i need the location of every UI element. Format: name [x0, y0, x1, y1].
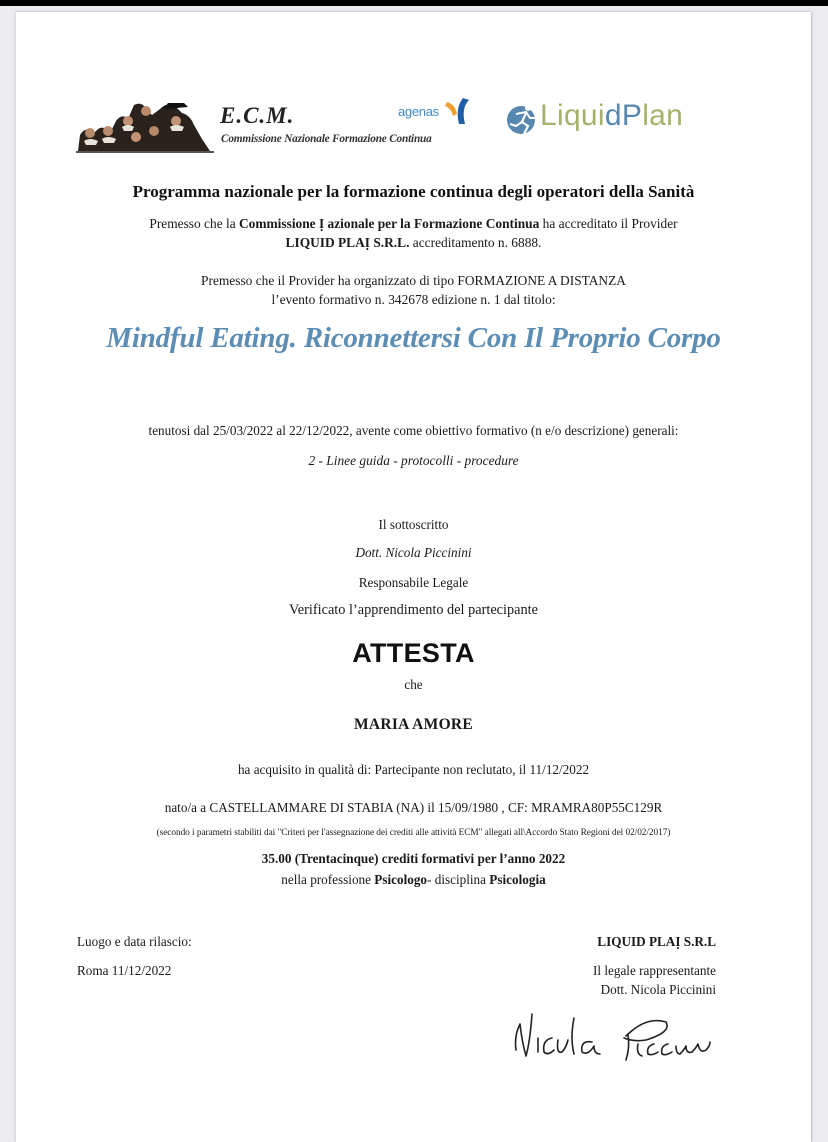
birth-info: nato/a a CASTELLAMMARE DI STABIA (NA) il 15/09/1980 , CF: MRAMRA80P55C129R: [164, 800, 663, 815]
representative-role: Il legale rappresentante: [592, 963, 716, 978]
place-date-label: Luogo e data rilascio:: [77, 934, 192, 949]
agenas-logo-mark: [443, 98, 471, 124]
discipline-name: Psicologia: [489, 872, 546, 887]
verified-text: Verificato l’apprendimento del partecipante: [289, 602, 538, 618]
signer-role: Responsabile Legale: [358, 575, 469, 590]
profession-text: nella professione Psicologo- disciplina Psicologia: [281, 872, 546, 887]
accreditation-paragraph: Premesso che la Commissione Ị azionale per la Formazione Continua ha accreditato il Provider LIQUID PLAỊ S.R.L. accreditamento n. 6888.: [149, 216, 678, 250]
anatomy-lesson-painting-logo: [76, 95, 214, 153]
program-heading: Programma nazionale per la formazione continua degli operatori della Sanità: [132, 182, 695, 201]
signer-name: Dott. Nicola Piccinini: [355, 545, 472, 560]
event-title: Mindful Eating. Riconnettersi Con Il Proprio Corpo: [106, 322, 721, 354]
credits-text: 35.00 (Trentacinque) crediti formativi per l’anno 2022: [261, 851, 566, 866]
status-bar: [0, 0, 828, 6]
liquidplan-label: LiquidPlan: [540, 99, 684, 132]
criteria-note: (secondo i parametri stabiliti dai "Criteri per l'assegnazione dei crediti alle attività ECM" allegati all\Accordo Stato Regioni del 02/02/2017): [156, 828, 671, 838]
runner-logo-icon: [506, 102, 540, 136]
place-date-value: Roma 11/12/2022: [77, 963, 172, 978]
held-dates-text: tenutosi dal 25/03/2022 al 22/12/2022, avente come obiettivo formativo (n e/o descrizione) generali:: [148, 423, 679, 438]
representative-name: Dott. Nicola Piccinini: [600, 982, 716, 997]
agenas-label: agenas: [398, 104, 439, 119]
acquired-text: ha acquisito in qualità di: Partecipante non reclutato, il 11/12/2022: [237, 762, 590, 777]
commission-name: Commissione Ị azionale per la Formazione Continua: [239, 216, 540, 231]
che-label: che: [404, 677, 423, 692]
issuer-org: LIQUID PLAỊ S.R.L: [597, 934, 716, 949]
attesta-heading: ATTESTA: [352, 638, 475, 668]
handwritten-signature: [496, 998, 736, 1078]
organization-paragraph: Premesso che il Provider ha organizzato di tipo FORMAZIONE A DISTANZA l’evento formativo n. 342678 edizione n. 1 dal titolo:: [201, 273, 626, 307]
profession-name: Psicologo: [374, 872, 428, 887]
ecm-subtitle: Commissione Nazionale Formazione Continua: [221, 133, 432, 145]
provider-name: LIQUID PLAỊ S.R.L.: [285, 235, 410, 250]
ecm-title: E.C.M.: [220, 103, 295, 128]
certificate-page: [16, 12, 811, 1142]
undersigned-label: Il sottoscritto: [378, 517, 449, 532]
training-goal: 2 - Linee guida - protocolli - procedure: [308, 453, 519, 468]
participant-name: MARIA AMORE: [353, 716, 474, 733]
